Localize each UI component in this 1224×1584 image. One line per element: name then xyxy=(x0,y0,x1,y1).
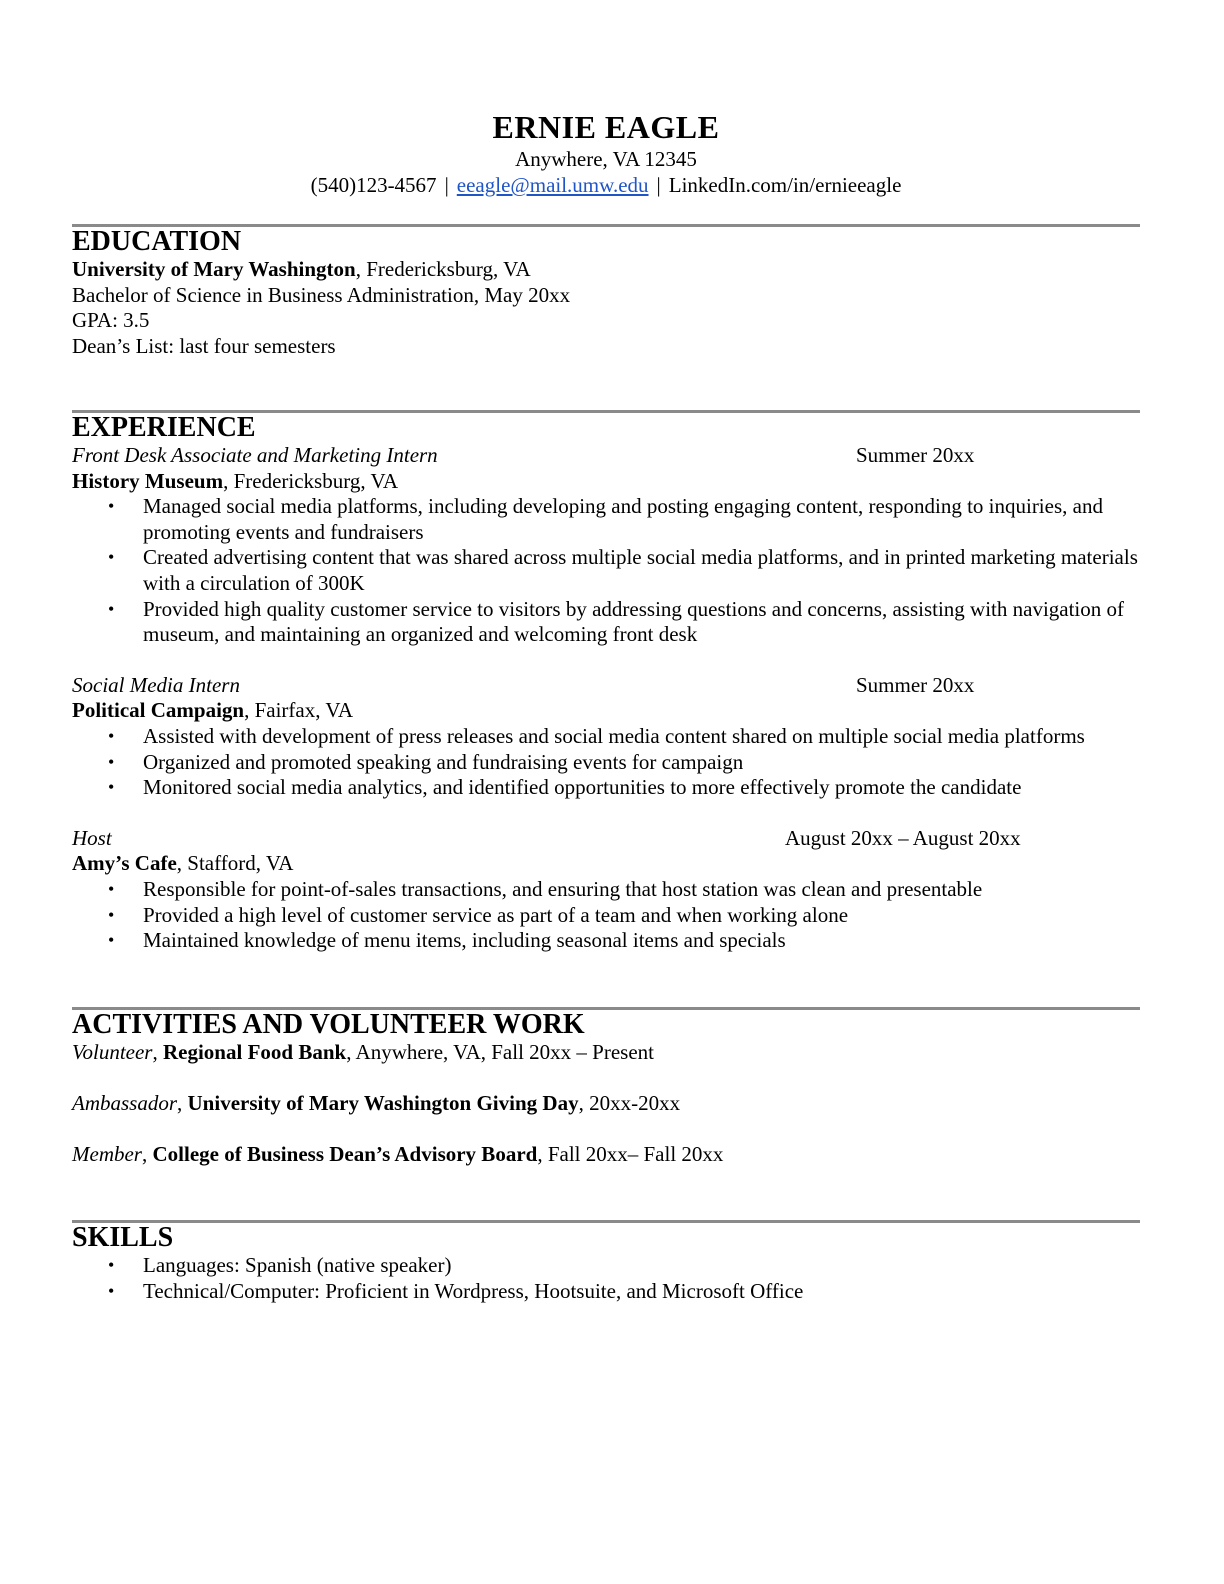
job-org-line xyxy=(72,851,1140,877)
activity-item xyxy=(72,1142,1140,1168)
list-item xyxy=(72,928,1140,954)
school-location: , Fredericksburg, VA xyxy=(355,257,531,281)
activity-org: University of Mary Washington Giving Day xyxy=(187,1091,579,1116)
bullet-glyph: • xyxy=(108,751,115,772)
resume-header xyxy=(0,108,1212,198)
job-org: Political Campaign xyxy=(72,698,245,723)
list-item xyxy=(72,903,1140,929)
honors-line: Dean’s List: last four semesters xyxy=(72,333,336,358)
activities-heading: ACTIVITIES AND VOLUNTEER WORK xyxy=(72,1009,585,1040)
gpa-line: GPA: 3.5 xyxy=(72,308,150,333)
bullet-text: Provided a high level of customer service as part of a team and when working alone xyxy=(143,902,849,927)
activity-details: , 20xx-20xx xyxy=(578,1091,681,1116)
job-date: August 20xx – August 20xx xyxy=(785,825,1021,850)
job-title: Front Desk Associate and Marketing Intern xyxy=(72,443,438,467)
phone-number: (540)123-4567 xyxy=(310,173,437,197)
candidate-address: Anywhere, VA 12345 xyxy=(515,147,697,171)
bullet-text: Organized and promoted speaking and fundraising events for campaign xyxy=(143,749,744,774)
education-section xyxy=(72,224,1140,359)
degree-line: Bachelor of Science in Business Administration, May 20xx xyxy=(72,282,571,307)
candidate-name: ERNIE EAGLE xyxy=(492,109,720,145)
activity-item xyxy=(72,1040,1140,1066)
activities-section xyxy=(72,1007,1140,1168)
bullet-glyph: • xyxy=(108,777,115,798)
bullet-text: Monitored social media analytics, and identified opportunities to more effectively promote the candidate xyxy=(143,775,1022,800)
education-heading: EDUCATION xyxy=(72,226,242,257)
activity-item xyxy=(72,1091,1140,1117)
activity-role: Member xyxy=(72,1142,142,1167)
list-item xyxy=(72,1253,1140,1279)
job-bullets xyxy=(72,877,1140,954)
list-item xyxy=(72,545,1140,596)
experience-heading: EXPERIENCE xyxy=(72,412,256,443)
bullet-text: Languages: Spanish (native speaker) xyxy=(143,1253,452,1277)
contact-line xyxy=(0,172,1212,198)
bullet-glyph: • xyxy=(108,904,115,925)
job-entry xyxy=(72,673,1140,801)
list-item xyxy=(72,877,1140,903)
job-org-line xyxy=(72,469,1140,495)
list-item xyxy=(72,775,1140,801)
job-entry xyxy=(72,826,1140,954)
job-title: Host xyxy=(72,825,112,850)
list-item xyxy=(72,597,1140,648)
linkedin-url: LinkedIn.com/in/ernieeagle xyxy=(668,173,902,197)
list-item xyxy=(72,1279,1140,1305)
bullet-text: Created advertising content that was shared across multiple social media platforms, and in printed marketing materials with a circulation of 300K xyxy=(143,545,1138,595)
bullet-text: Provided high quality customer service to visitors by addressing questions and concerns, assisting with navigation of museum, and maintaining an organized and welcoming front desk xyxy=(143,596,1125,647)
contact-separator: | xyxy=(656,173,661,197)
bullet-glyph: • xyxy=(108,1255,115,1275)
activity-role: Volunteer xyxy=(72,1040,153,1064)
list-item xyxy=(72,724,1140,750)
job-org: History Museum xyxy=(72,468,224,493)
job-location: , Fairfax, VA xyxy=(244,698,353,723)
job-org-line xyxy=(72,698,1140,724)
activity-org: Regional Food Bank xyxy=(162,1040,347,1064)
skills-section xyxy=(72,1220,1140,1304)
school-line xyxy=(72,257,1140,283)
bullet-glyph: • xyxy=(108,496,115,517)
bullet-glyph: • xyxy=(108,878,115,899)
job-date: Summer 20xx xyxy=(856,443,975,467)
contact-separator: | xyxy=(444,173,449,197)
job-header xyxy=(72,673,1140,699)
job-header xyxy=(72,443,1140,469)
role-separator: , xyxy=(141,1142,153,1167)
job-bullets xyxy=(72,494,1140,648)
role-separator: , xyxy=(177,1091,188,1116)
activity-details: , Anywhere, VA, Fall 20xx – Present xyxy=(346,1040,654,1064)
bullet-glyph: • xyxy=(108,725,115,746)
activity-role: Ambassador xyxy=(72,1091,178,1116)
job-org: Amy’s Cafe xyxy=(72,851,177,876)
role-separator: , xyxy=(152,1040,163,1064)
job-date: Summer 20xx xyxy=(856,672,975,697)
email-link[interactable]: eeagle@mail.umw.edu xyxy=(456,173,649,197)
list-item xyxy=(72,494,1140,545)
bullet-text: Maintained knowledge of menu items, including seasonal items and specials xyxy=(143,928,786,953)
activity-details: , Fall 20xx– Fall 20xx xyxy=(537,1142,724,1167)
bullet-text: Assisted with development of press releases and social media content shared on multiple social media platforms xyxy=(143,723,1085,748)
bullet-glyph: • xyxy=(108,930,115,951)
job-location: , Stafford, VA xyxy=(176,851,294,876)
school-name: University of Mary Washington xyxy=(72,257,356,281)
bullet-glyph: • xyxy=(108,598,115,619)
bullet-glyph: • xyxy=(108,1280,115,1301)
job-bullets xyxy=(72,724,1140,801)
experience-section xyxy=(72,410,1140,954)
job-location: , Fredericksburg, VA xyxy=(223,468,399,493)
list-item xyxy=(72,750,1140,776)
job-title: Social Media Intern xyxy=(72,672,240,697)
job-header xyxy=(72,826,1140,852)
skills-bullets xyxy=(72,1253,1140,1304)
activity-org: College of Business Dean’s Advisory Board xyxy=(152,1142,538,1167)
bullet-text: Managed social media platforms, including developing and posting engaging content, responding to inquiries, and promoting events and fundraisers xyxy=(143,494,1103,544)
job-entry xyxy=(72,443,1140,648)
skills-heading: SKILLS xyxy=(72,1222,174,1253)
bullet-text: Technical/Computer: Proficient in Wordpress, Hootsuite, and Microsoft Office xyxy=(143,1278,804,1303)
bullet-glyph: • xyxy=(108,547,115,568)
bullet-text: Responsible for point-of-sales transactions, and ensuring that host station was clean and presentable xyxy=(143,876,983,901)
